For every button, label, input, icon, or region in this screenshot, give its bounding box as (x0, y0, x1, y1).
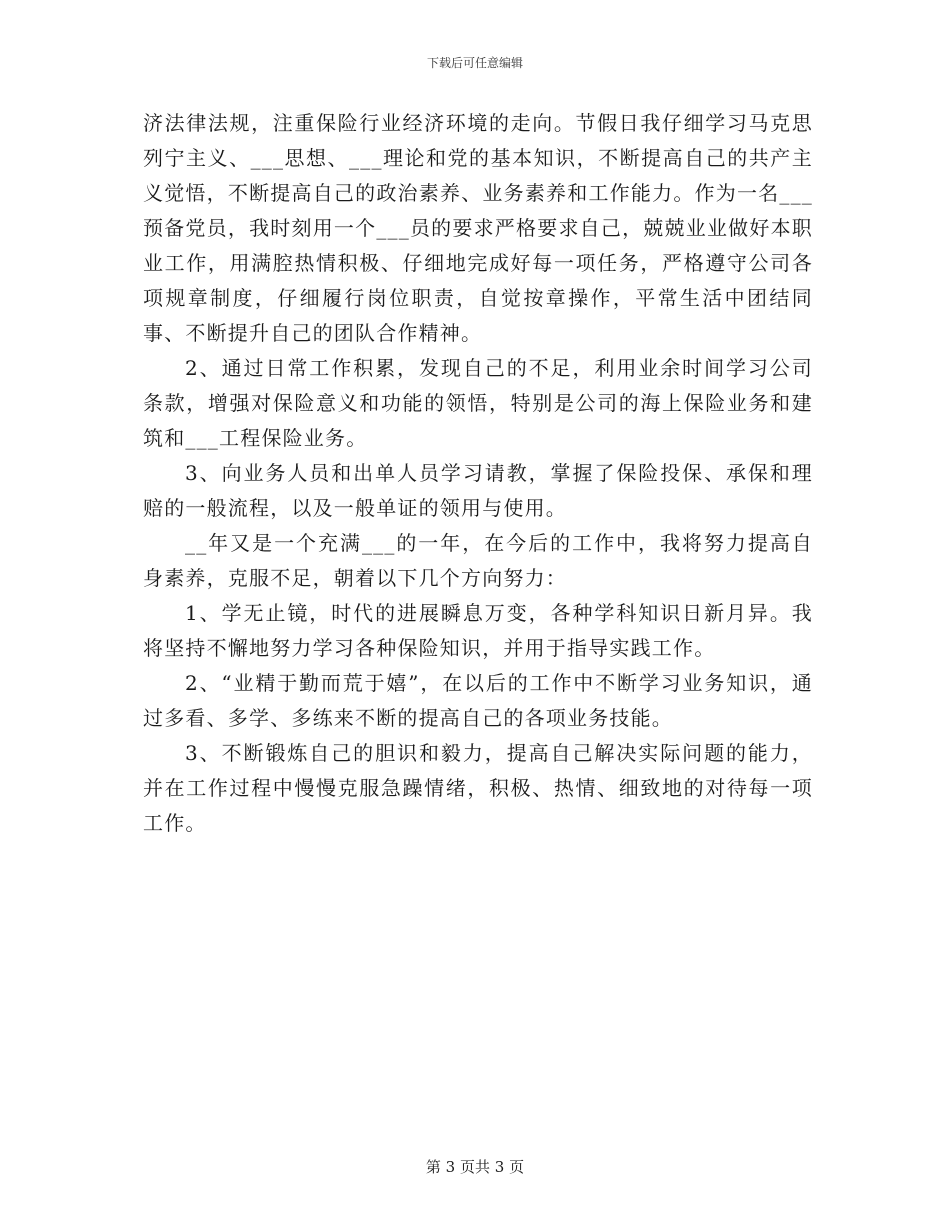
paragraph-5: 1、学无止镜，时代的进展瞬息万变，各种学科知识日新月异。我将坚持不懈地努力学习各种保险知识，并用于指导实践工作。 (143, 601, 813, 660)
paragraph-7: 3、不断锻炼自己的胆识和毅力，提高自己解决实际问题的能力，并在工作过程中慢慢克服急躁情绪，积极、热情、细致地的对待每一项工作。 (143, 741, 813, 835)
paragraph-6: 2、“业精于勤而荒于嬉”，在以后的工作中不断学习业务知识，通过多看、多学、多练来不断的提高自己的各项业务技能。 (143, 671, 813, 730)
document-body (143, 106, 813, 841)
paragraph-1: 济法律法规，注重保险行业经济环境的走向。节假日我仔细学习马克思列宁主义、___思想、___理论和党的基本知识，不断提高自己的共产主义觉悟，不断提高自己的政治素养、业务素养和工作能力。作为一名___预备党员，我时刻用一个___员的要求严格要求自己，兢兢业业做好本职业工作，用满腔热情积极、仔细地完成好每一项任务，严格遵守公司各项规章制度，仔细履行岗位职责，自觉按章操作，平常生活中团结同事、不断提升自己的团队合作精神。 (143, 111, 813, 345)
paragraph-2: 2、通过日常工作积累，发现自己的不足，利用业余时间学习公司条款，增强对保险意义和功能的领悟，特别是公司的海上保险业务和建筑和___工程保险业务。 (143, 356, 813, 450)
paragraph-4: __年又是一个充满___的一年，在今后的工作中，我将努力提高自身素养，克服不足，朝着以下几个方向努力： (143, 531, 813, 590)
header-note: 下载后可任意编辑 (426, 56, 523, 70)
paragraph-3: 3、向业务人员和出单人员学习请教，掌握了保险投保、承保和理赔的一般流程，以及一般单证的领用与使用。 (143, 461, 813, 520)
page-number: 第 3 页共 3 页 (425, 1158, 525, 1176)
